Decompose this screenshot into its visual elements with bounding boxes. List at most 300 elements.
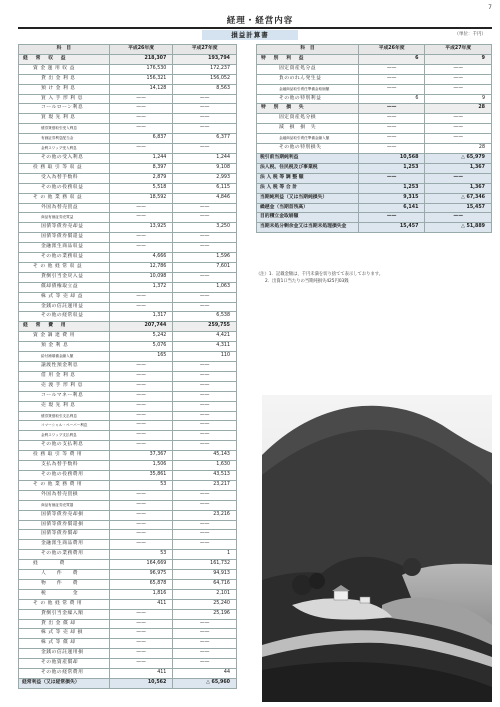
value-fy27: —— [173, 500, 237, 510]
value-fy26: —— [358, 173, 425, 183]
row-label: 固定資産処分損 [257, 114, 359, 124]
table-header-row [19, 45, 237, 55]
row-label: 貸 出 金 償 却 [19, 619, 110, 629]
value-fy26: —— [109, 490, 173, 500]
value-fy26: 1,506 [109, 461, 173, 471]
value-fy27: —— [173, 144, 237, 154]
value-fy26: 411 [109, 669, 173, 679]
value-fy26: —— [109, 94, 173, 104]
value-fy26: —— [358, 64, 425, 74]
value-fy27: 2,101 [173, 589, 237, 599]
value-fy27: —— [173, 371, 237, 381]
row-label: 貸倒引当金繰入額 [19, 609, 110, 619]
table-row [257, 124, 492, 134]
value-fy27: 7,601 [173, 262, 237, 272]
row-label: 商品有価証券売買益 [19, 213, 110, 223]
row-label: 国債等債券償還損 [19, 520, 110, 530]
value-fy27: —— [425, 74, 492, 84]
value-fy26: 10,568 [358, 153, 425, 163]
value-fy26: 5,242 [109, 332, 173, 342]
row-label: 経常利益（又は経常損失） [19, 679, 110, 689]
row-label: 預 金 利 息 [19, 342, 110, 352]
value-fy27: 64,716 [173, 579, 237, 589]
row-label: その他の経常費用 [19, 669, 110, 679]
row-label: 国債等債券償還益 [19, 233, 110, 243]
value-fy27: 9 [425, 54, 492, 64]
table-row [19, 84, 237, 94]
table-row [257, 104, 492, 114]
table-row [19, 233, 237, 243]
value-fy26: 10,562 [109, 679, 173, 689]
value-fy26: 35,861 [109, 470, 173, 480]
row-label: その他の業務費用 [19, 550, 110, 560]
value-fy27: 6,377 [173, 134, 237, 144]
row-label: 資 金 運 用 収 益 [19, 64, 110, 74]
row-label: 経 常 収 益 [19, 54, 110, 64]
value-fy27: —— [173, 233, 237, 243]
value-fy27: 25,196 [173, 609, 237, 619]
table-row [19, 599, 237, 609]
value-fy27: —— [173, 639, 237, 649]
table-row [19, 74, 237, 84]
row-label: 国債等債券償却 [19, 530, 110, 540]
value-fy26: 1,317 [109, 312, 173, 322]
table-row [19, 411, 237, 421]
footnote-1: （注）1．記載金額は、千円未満を切り捨てて表示しております。 [256, 272, 383, 277]
table-row [257, 64, 492, 74]
value-fy27: 4,846 [173, 193, 237, 203]
row-label: 金融派生商品収益 [19, 243, 110, 253]
value-fy26: 65,878 [109, 579, 173, 589]
table-row [19, 282, 237, 292]
row-label: その他の受入利息 [19, 153, 110, 163]
value-fy26: 4,666 [109, 253, 173, 263]
table-row [19, 490, 237, 500]
income-statement-right-table [256, 44, 492, 233]
row-label: そ の 他 経 常 収 益 [19, 262, 110, 272]
value-fy26: 14,128 [109, 84, 173, 94]
table-row [257, 74, 492, 84]
value-fy27: 1,063 [173, 282, 237, 292]
row-label: 売 渡 手 形 利 息 [19, 381, 110, 391]
value-fy26: 8,397 [109, 163, 173, 173]
table-row [19, 520, 237, 530]
row-label: 物 件 費 [19, 579, 110, 589]
value-fy26: —— [358, 213, 425, 223]
table-row [19, 560, 237, 570]
value-fy26: —— [109, 431, 173, 441]
table-row [19, 421, 237, 431]
table-row [19, 173, 237, 183]
row-label: 負ののれん発生益 [257, 74, 359, 84]
row-label: その他の支払利息 [19, 441, 110, 451]
table-row [257, 173, 492, 183]
value-fy27: △ 65,960 [173, 679, 237, 689]
value-fy27: 94,913 [173, 570, 237, 580]
row-label: 金銭の信託運用益 [19, 302, 110, 312]
value-fy26: 6,141 [358, 203, 425, 213]
value-fy27: —— [173, 441, 237, 451]
table-row [19, 163, 237, 173]
row-label: 買 入 手 形 利 息 [19, 94, 110, 104]
value-fy26: —— [109, 659, 173, 669]
row-label: 当期未処分剰余金又は当期未処理損失金 [257, 223, 359, 233]
value-fy27: —— [173, 421, 237, 431]
row-label: 繰越金（当期首残高） [257, 203, 359, 213]
value-fy26: —— [358, 104, 425, 114]
table-row [19, 530, 237, 540]
value-fy27: —— [173, 272, 237, 282]
value-fy27: 1,244 [173, 153, 237, 163]
value-fy26: 1,372 [109, 282, 173, 292]
value-fy27: 23,217 [173, 480, 237, 490]
value-fy26: —— [109, 500, 173, 510]
value-fy26: 176,530 [109, 64, 173, 74]
table-row [19, 589, 237, 599]
value-fy26: —— [109, 609, 173, 619]
table-row [19, 649, 237, 659]
value-fy27: 45,143 [173, 451, 237, 461]
row-label: その他の役務収益 [19, 183, 110, 193]
value-fy26: —— [358, 134, 425, 144]
value-fy26: 165 [109, 352, 173, 362]
value-fy26: —— [109, 649, 173, 659]
value-fy27: —— [173, 124, 237, 134]
table-row [19, 381, 237, 391]
row-label: 国債等債券売却益 [19, 223, 110, 233]
value-fy26: —— [109, 104, 173, 114]
value-fy27: 43,513 [173, 470, 237, 480]
value-fy26: —— [109, 391, 173, 401]
table-row [257, 153, 492, 163]
table-row [257, 213, 492, 223]
row-label: 商品有価証券売買損 [19, 500, 110, 510]
table-row [19, 124, 237, 134]
value-fy27: —— [173, 94, 237, 104]
value-fy27: —— [173, 401, 237, 411]
value-fy27: 259,755 [173, 322, 237, 332]
row-label: 売 現 先 利 息 [19, 401, 110, 411]
income-statement-left-table [18, 44, 237, 689]
table-row [19, 104, 237, 114]
value-fy27: —— [173, 243, 237, 253]
row-label: 人 件 費 [19, 570, 110, 580]
value-fy27: 6,538 [173, 312, 237, 322]
value-fy26: —— [109, 243, 173, 253]
table-row [19, 213, 237, 223]
row-label: そ の 他 業 務 収 益 [19, 193, 110, 203]
value-fy27: —— [425, 213, 492, 223]
value-fy27: 1 [173, 550, 237, 560]
row-label: その他の特別損失 [257, 144, 359, 154]
value-fy26: —— [109, 114, 173, 124]
table-row [19, 579, 237, 589]
value-fy26: —— [109, 619, 173, 629]
table-row [19, 679, 237, 689]
row-label: コールローン利息 [19, 104, 110, 114]
row-label: 外国為替売買損 [19, 490, 110, 500]
table-row [19, 609, 237, 619]
value-fy27: 1,596 [173, 253, 237, 263]
row-label: 税引前当期純利益 [257, 153, 359, 163]
value-fy26: 6,837 [109, 134, 173, 144]
value-fy27: —— [173, 659, 237, 669]
table-row [19, 362, 237, 372]
value-fy27: —— [173, 411, 237, 421]
table-row [19, 272, 237, 282]
row-label: そ の 他 経 常 費 用 [19, 599, 110, 609]
value-fy26: —— [109, 639, 173, 649]
row-label: コマーシャル・ペーパー利息 [19, 421, 110, 431]
row-label: 経 費 [19, 560, 110, 570]
row-label: 金利スワップ受入利息 [19, 144, 110, 154]
value-fy27: —— [173, 104, 237, 114]
column-header-fy26: 平成26年度 [358, 45, 425, 55]
value-fy26: 1,816 [109, 589, 173, 599]
value-fy27: —— [425, 114, 492, 124]
table-row [19, 570, 237, 580]
value-fy26: —— [109, 510, 173, 520]
row-label: コールマネー利息 [19, 391, 110, 401]
value-fy26: 1,253 [358, 163, 425, 173]
table-row [19, 302, 237, 312]
value-fy27: —— [173, 302, 237, 312]
value-fy27: 8,563 [173, 84, 237, 94]
value-fy27: 3,250 [173, 223, 237, 233]
row-label: 役 務 取 引 等 収 益 [19, 163, 110, 173]
column-header-fy27: 平成27年度 [173, 45, 237, 55]
row-label: 資 金 調 達 費 用 [19, 332, 110, 342]
value-fy27: —— [173, 213, 237, 223]
value-fy27: —— [173, 530, 237, 540]
row-label: そ の 他 業 務 費 用 [19, 480, 110, 490]
table-row [19, 510, 237, 520]
value-fy26: 2,879 [109, 173, 173, 183]
value-fy27: 23,216 [173, 510, 237, 520]
table-row [257, 223, 492, 233]
table-row [19, 352, 237, 362]
table-row [19, 144, 237, 154]
value-fy27: —— [425, 84, 492, 94]
table-header-row [257, 45, 492, 55]
value-fy27: —— [173, 490, 237, 500]
table-row [19, 550, 237, 560]
row-label: 国債等債券売却損 [19, 510, 110, 520]
value-fy27: 28 [425, 144, 492, 154]
value-fy27: —— [425, 173, 492, 183]
value-fy27: 28 [425, 104, 492, 114]
row-label: 受入為替手数料 [19, 173, 110, 183]
value-fy26: —— [109, 292, 173, 302]
value-fy26: 13,925 [109, 223, 173, 233]
row-label: 給付補填備金繰入額 [19, 352, 110, 362]
value-fy26: —— [109, 540, 173, 550]
page-number: 7 [488, 4, 492, 11]
table-row [19, 540, 237, 550]
row-label: その他の役務費用 [19, 470, 110, 480]
row-label: 税 金 [19, 589, 110, 599]
value-fy27: 4,421 [173, 332, 237, 342]
value-fy27: —— [425, 124, 492, 134]
table-row [257, 134, 492, 144]
value-fy26: —— [358, 144, 425, 154]
table-row [257, 183, 492, 193]
row-label: その他の業務収益 [19, 253, 110, 263]
value-fy27: —— [173, 292, 237, 302]
value-fy26: —— [109, 302, 173, 312]
value-fy27: —— [173, 362, 237, 372]
table-row [19, 253, 237, 263]
row-label: 特 別 損 失 [257, 104, 359, 114]
row-label: 当期純利益（又は当期純損失） [257, 193, 359, 203]
row-label: 目的積立金取崩額 [257, 213, 359, 223]
table-row [257, 163, 492, 173]
value-fy26: —— [109, 233, 173, 243]
row-label: 金銭の信託運用損 [19, 649, 110, 659]
value-fy27: 44 [173, 669, 237, 679]
row-label: 法 人 税 等 合 計 [257, 183, 359, 193]
table-row [19, 451, 237, 461]
value-fy27: 193,794 [173, 54, 237, 64]
row-label: その他資産償却 [19, 659, 110, 669]
table-row [19, 629, 237, 639]
value-fy27: —— [173, 619, 237, 629]
value-fy27: —— [425, 64, 492, 74]
table-row [19, 193, 237, 203]
value-fy27: 9 [425, 94, 492, 104]
footnotes [256, 271, 383, 285]
value-fy27: 1,630 [173, 461, 237, 471]
table-row [19, 470, 237, 480]
table-row [19, 619, 237, 629]
row-label: 借 用 金 利 息 [19, 371, 110, 381]
value-fy27: △ 67,346 [425, 193, 492, 203]
row-label: 法人税、住民税及び事業税 [257, 163, 359, 173]
value-fy26: 37,367 [109, 451, 173, 461]
value-fy27: 15,457 [425, 203, 492, 213]
value-fy26: —— [109, 371, 173, 381]
table-row [19, 322, 237, 332]
value-fy27: 9,108 [173, 163, 237, 173]
row-label: 金融商品取引責任準備金繰入額 [257, 134, 359, 144]
table-row [19, 292, 237, 302]
value-fy26: 164,669 [109, 560, 173, 570]
value-fy27: —— [173, 431, 237, 441]
value-fy27: 2,993 [173, 173, 237, 183]
value-fy27: —— [173, 649, 237, 659]
table-row [19, 223, 237, 233]
value-fy26: 9,315 [358, 193, 425, 203]
value-fy26: —— [109, 441, 173, 451]
value-fy27: —— [173, 381, 237, 391]
table-row [19, 114, 237, 124]
value-fy26: —— [109, 421, 173, 431]
table-row [257, 54, 492, 64]
row-label: 株 式 等 売 却 益 [19, 292, 110, 302]
table-row [19, 441, 237, 451]
value-fy26: —— [109, 411, 173, 421]
value-fy26: —— [109, 124, 173, 134]
column-header-item: 科 目 [257, 45, 359, 55]
value-fy26: 96,975 [109, 570, 173, 580]
table-row [257, 114, 492, 124]
value-fy27: 156,052 [173, 74, 237, 84]
row-label: 預 け 金 利 息 [19, 84, 110, 94]
row-label: 譲渡性預金利息 [19, 362, 110, 372]
value-fy26: —— [109, 629, 173, 639]
table-row [19, 312, 237, 322]
value-fy27: —— [173, 391, 237, 401]
value-fy27: 110 [173, 352, 237, 362]
unit-label: （単位：千円） [454, 32, 486, 37]
row-label: 貸 出 金 利 息 [19, 74, 110, 84]
table-row [19, 342, 237, 352]
row-label: 金融派生商品費用 [19, 540, 110, 550]
value-fy26: 6 [358, 54, 425, 64]
value-fy27: 172,237 [173, 64, 237, 74]
table-row [19, 332, 237, 342]
value-fy26: —— [109, 144, 173, 154]
header-divider [18, 27, 492, 29]
table-row [19, 94, 237, 104]
table-row [19, 401, 237, 411]
value-fy26: 12,786 [109, 262, 173, 272]
row-label: 償却債権取立益 [19, 282, 110, 292]
row-label: 買 現 先 利 息 [19, 114, 110, 124]
table-row [257, 94, 492, 104]
row-label: 外国為替売買益 [19, 203, 110, 213]
value-fy27: 1,367 [425, 183, 492, 193]
value-fy26: —— [358, 114, 425, 124]
row-label: 経 常 費 用 [19, 322, 110, 332]
table-row [19, 500, 237, 510]
value-fy27: —— [173, 203, 237, 213]
value-fy26: 1,244 [109, 153, 173, 163]
row-label: 有価証券利息配当金 [19, 134, 110, 144]
footnote-2: 2．出資1口当たりの当期純損失425円03銭 [265, 279, 349, 284]
value-fy26: —— [109, 530, 173, 540]
value-fy26: 218,307 [109, 54, 173, 64]
value-fy26: 411 [109, 599, 173, 609]
value-fy27: —— [173, 114, 237, 124]
row-label: 固定資産処分益 [257, 64, 359, 74]
row-label: 貸倒引当金戻入益 [19, 272, 110, 282]
value-fy27: —— [173, 540, 237, 550]
row-label: 株 式 等 償 却 [19, 639, 110, 649]
row-label: 法 人 税 等 調 整 額 [257, 173, 359, 183]
value-fy27: —— [425, 134, 492, 144]
column-header-fy27: 平成27年度 [425, 45, 492, 55]
table-row [19, 54, 237, 64]
value-fy27: 6,115 [173, 183, 237, 193]
value-fy26: —— [109, 213, 173, 223]
table-row [257, 84, 492, 94]
value-fy26: 207,744 [109, 322, 173, 332]
table-row [19, 480, 237, 490]
value-fy26: —— [109, 401, 173, 411]
value-fy26: —— [109, 381, 173, 391]
value-fy27: —— [173, 520, 237, 530]
table-row [19, 134, 237, 144]
table-row [19, 639, 237, 649]
table-row [19, 391, 237, 401]
value-fy26: —— [109, 203, 173, 213]
row-label: 金利スワップ支払利息 [19, 431, 110, 441]
row-label: 役 務 取 引 等 費 用 [19, 451, 110, 461]
page-title: 経理・経営内容 [226, 16, 294, 26]
value-fy26: —— [109, 362, 173, 372]
value-fy26: 10,098 [109, 272, 173, 282]
